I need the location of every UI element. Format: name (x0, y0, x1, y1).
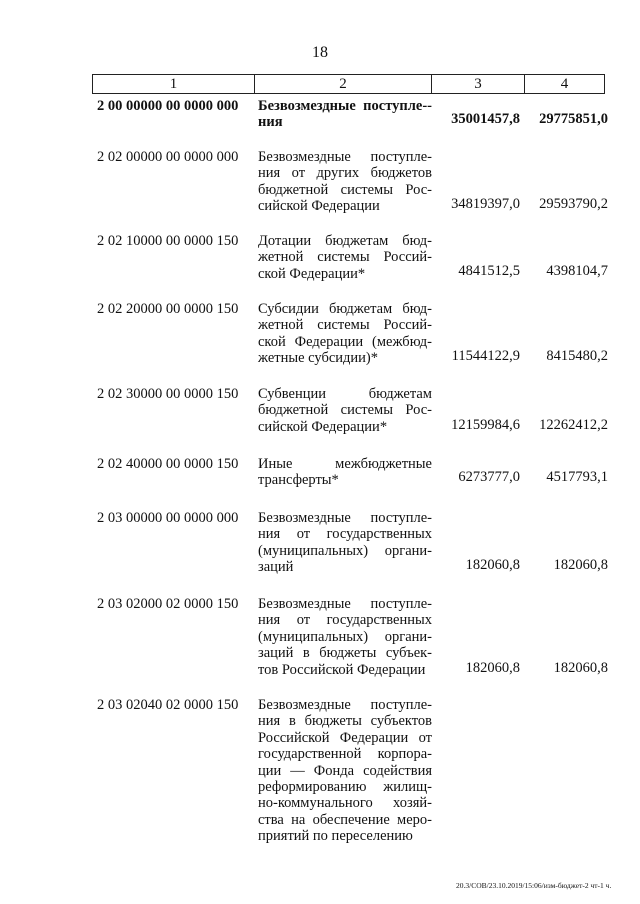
row-code: 2 02 20000 00 0000 150 (97, 301, 239, 317)
row-name: Безвозмездные поступле-ния от государственных (муниципальных) органи-заций (258, 510, 432, 576)
row-value-3: 182060,8 (465, 557, 520, 573)
row-value-3: 34819397,0 (451, 196, 520, 212)
row-value-4: 12262412,2 (539, 417, 608, 433)
row-name: Субвенции бюджетам бюджетной системы Рос-сийской Федерации* (258, 386, 432, 435)
row-value-4: 182060,8 (553, 660, 608, 676)
column-header-3: 3 (432, 75, 525, 93)
row-code: 2 00 00000 00 0000 000 (97, 98, 239, 114)
row-name: Дотации бюджетам бюд-жетной системы Россий-ской Федерации* (258, 233, 432, 282)
row-code: 2 02 10000 00 0000 150 (97, 233, 239, 249)
row-value-4: 182060,8 (553, 557, 608, 573)
column-header-1: 1 (93, 75, 255, 93)
row-value-3: 35001457,8 (451, 111, 520, 127)
row-name: Иные межбюджетные трансферты* (258, 456, 432, 489)
row-name: Безвозмездные поступле-ния (258, 98, 432, 131)
row-code: 2 03 02040 02 0000 150 (97, 697, 239, 713)
row-code: 2 03 00000 00 0000 000 (97, 510, 239, 526)
row-value-3: 6273777,0 (458, 469, 520, 485)
table-header (92, 74, 605, 94)
row-name: Безвозмездные поступле-ния в бюджеты субъектов Российской Федерации от государственной корпора-ции — Фонда содействия реформированию жилищ-но-коммунального хозяй-ства на обеспечение меро-приятий по переселению (258, 697, 432, 845)
row-code: 2 03 02000 02 0000 150 (97, 596, 239, 612)
row-code: 2 02 30000 00 0000 150 (97, 386, 239, 402)
row-code: 2 02 40000 00 0000 150 (97, 456, 239, 472)
row-value-4: 4517793,1 (546, 469, 608, 485)
row-value-3: 11544122,9 (451, 348, 520, 364)
document-footer-stamp: 20.3/СОВ/23.10.2019/15:06/изм-бюджет-2 чт-1 ч. (456, 881, 612, 890)
row-code: 2 02 00000 00 0000 000 (97, 149, 239, 165)
column-header-2: 2 (255, 75, 432, 93)
row-name: Безвозмездные поступле-ния от других бюджетов бюджетной системы Рос-сийской Федерации (258, 149, 432, 215)
row-value-3: 4841512,5 (458, 263, 520, 279)
row-name: Субсидии бюджетам бюд-жетной системы Россий-ской Федерации (межбюд-жетные субсидии)* (258, 301, 432, 367)
row-name: Безвозмездные поступле-ния от государственных (муниципальных) органи-заций в бюджеты субъек-тов Российской Федерации (258, 596, 432, 678)
page-number: 18 (312, 44, 328, 61)
row-value-4: 29775851,0 (539, 111, 608, 127)
row-value-3: 12159984,6 (451, 417, 520, 433)
column-header-4: 4 (560, 76, 569, 92)
row-value-4: 4398104,7 (546, 263, 608, 279)
row-value-4: 29593790,2 (539, 196, 608, 212)
row-value-4: 8415480,2 (546, 348, 608, 364)
row-value-3: 182060,8 (465, 660, 520, 676)
